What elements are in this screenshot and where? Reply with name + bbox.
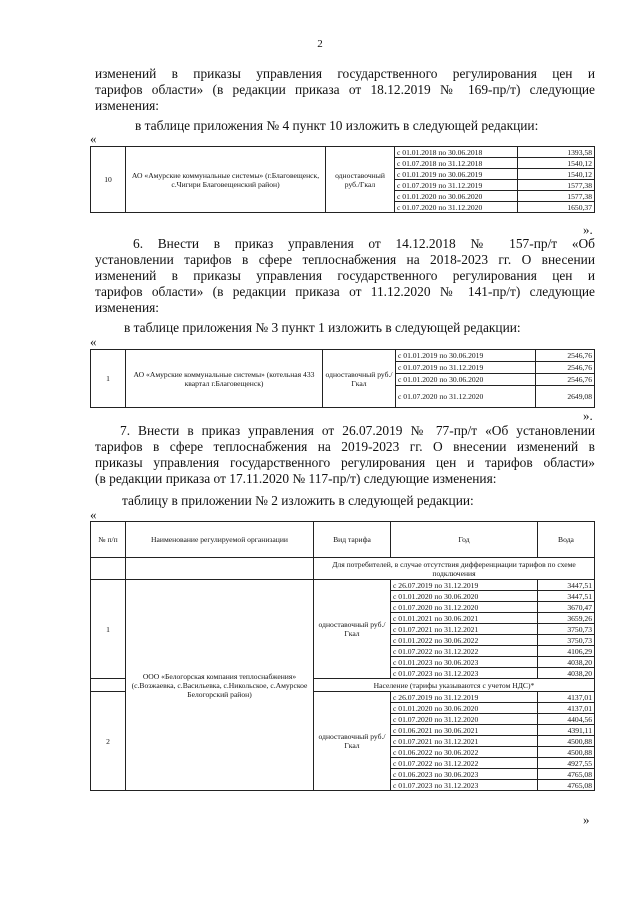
tariff-table-3: [90, 521, 595, 791]
value-cell: 4765,08: [538, 769, 595, 780]
consumers-label: Для потребителей, в случае отсутствия дифференциации тарифов по схеме подключения: [314, 558, 595, 580]
value-cell: 2649,08: [536, 386, 595, 408]
row-number: 10: [91, 147, 126, 213]
period-cell: с 01.07.2019 по 31.12.2019: [395, 180, 518, 191]
value-cell: 2546,76: [536, 362, 595, 374]
header-year: Год: [391, 522, 538, 558]
tariff-table-2: [90, 349, 595, 408]
value-cell: 3659,26: [538, 613, 595, 624]
period-cell: с 01.01.2019 по 30.06.2019: [396, 350, 536, 362]
period-cell: с 01.01.2020 по 30.06.2020: [391, 703, 538, 714]
section-7-paragraph: [95, 423, 595, 487]
value-cell: 3750,73: [538, 635, 595, 646]
value-cell: 1577,38: [518, 180, 595, 191]
value-cell: 4391,11: [538, 725, 595, 736]
value-cell: 4404,56: [538, 714, 595, 725]
value-cell: 1540,12: [518, 158, 595, 169]
tariff-type: одноставочный руб./Гкал: [326, 147, 395, 213]
section-6-line: тарифов области» (в редакции приказа от 11.12.2020 № 141-пр/т) следующие: [95, 284, 595, 299]
value-cell: 2546,76: [536, 350, 595, 362]
value-cell: 4038,20: [538, 657, 595, 668]
period-cell: с 01.01.2020 по 30.06.2020: [391, 591, 538, 602]
open-quote: «: [90, 507, 97, 522]
tariff-type: одноставочный руб./Гкал: [314, 692, 391, 791]
tariff-type: одноставочный руб./Гкал: [314, 580, 391, 679]
table1-instruction: в таблице приложения № 4 пункт 10 изложить в следующей редакции:: [135, 118, 539, 133]
header-num: № п/п: [91, 522, 126, 558]
table3-instruction: таблицу в приложении № 2 изложить в следующей редакции:: [122, 493, 474, 508]
period-cell: с 01.07.2020 по 31.12.2020: [395, 202, 518, 213]
section-6-line: установлении тарифов в сфере теплоснабжения на 2018-2023 гг. О внесении: [95, 252, 595, 267]
value-cell: 4765,08: [538, 780, 595, 791]
close-quote: ».: [583, 222, 593, 237]
value-cell: 1393,58: [518, 147, 595, 158]
value-cell: 3750,73: [538, 624, 595, 635]
period-cell: с 01.01.2020 по 30.06.2020: [395, 191, 518, 202]
empty-cell: [126, 558, 314, 580]
tariff-table-1: [90, 146, 595, 213]
section-6-line: 6. Внести в приказ управления от 14.12.2018 № 157-пр/т «Об: [133, 236, 595, 251]
value-cell: 4038,20: [538, 668, 595, 679]
value-cell: 1650,37: [518, 202, 595, 213]
period-cell: с 01.07.2020 по 31.12.2020: [391, 602, 538, 613]
section-6-paragraph: [95, 236, 595, 316]
period-cell: с 01.07.2023 по 31.12.2023: [391, 780, 538, 791]
value-cell: 4106,29: [538, 646, 595, 657]
organization-name: ООО «Белогорская компания теплоснабжения» (с.Возжаевка, с.Васильевка, с.Никольское, с.Амурское Белогорский район): [126, 580, 314, 791]
page-number: 2: [317, 38, 323, 50]
header-type: Вид тарифа: [314, 522, 391, 558]
period-cell: с 01.07.2019 по 31.12.2019: [396, 362, 536, 374]
value-cell: 4500,88: [538, 747, 595, 758]
value-cell: 2546,76: [536, 374, 595, 386]
period-cell: с 01.06.2023 по 30.06.2023: [391, 769, 538, 780]
value-cell: 4137,01: [538, 703, 595, 714]
period-cell: с 01.07.2022 по 31.12.2022: [391, 646, 538, 657]
intro-line: изменения:: [95, 98, 160, 113]
period-cell: с 26.07.2019 по 31.12.2019: [391, 580, 538, 591]
intro-paragraph: [95, 66, 595, 114]
period-cell: с 26.07.2019 по 31.12.2019: [391, 692, 538, 703]
header-org: Наименование регулируемой организации: [126, 522, 314, 558]
row-number: 1: [91, 350, 126, 408]
period-cell: с 01.06.2021 по 30.06.2021: [391, 725, 538, 736]
period-cell: с 01.07.2018 по 31.12.2018: [395, 158, 518, 169]
open-quote: «: [90, 131, 97, 146]
period-cell: с 01.07.2020 по 31.12.2020: [396, 386, 536, 408]
value-cell: 4137,01: [538, 692, 595, 703]
period-cell: с 01.01.2022 по 30.06.2022: [391, 635, 538, 646]
organization-name: АО «Амурские коммунальные системы» (котельная 433 квартал г.Благовещенск): [126, 350, 323, 408]
period-cell: с 01.01.2023 по 30.06.2023: [391, 657, 538, 668]
value-cell: 3447,51: [538, 591, 595, 602]
intro-line: тарифов области» (в редакции приказа от 18.12.2019 № 169-пр/т) следующие: [95, 82, 595, 97]
value-cell: 4927,55: [538, 758, 595, 769]
section-6-line: изменений в приказы управления государственного регулирования цен и: [95, 268, 595, 283]
close-quote: »: [583, 812, 590, 827]
value-cell: 3447,51: [538, 580, 595, 591]
section-7-line: 7. Внести в приказ управления от 26.07.2019 № 77-пр/т «Об установлении: [120, 423, 595, 438]
close-quote: ».: [583, 408, 593, 423]
empty-cell: [91, 558, 126, 580]
table2-instruction: в таблице приложения № 3 пункт 1 изложить в следующей редакции:: [124, 320, 521, 335]
open-quote: «: [90, 334, 97, 349]
value-cell: 3670,47: [538, 602, 595, 613]
empty-cell: [91, 679, 126, 692]
intro-line: изменений в приказы управления государственного регулирования цен и: [95, 66, 595, 81]
section-7-line: тарифов в сфере теплоснабжения на 2019-2023 гг. О внесении изменений в: [95, 439, 595, 454]
section-7-line: (в редакции приказа от 17.11.2020 № 117-пр/т) следующие изменения:: [95, 471, 497, 486]
value-cell: 4500,88: [538, 736, 595, 747]
period-cell: с 01.06.2022 по 30.06.2022: [391, 747, 538, 758]
value-cell: 1540,12: [518, 169, 595, 180]
section-7-line: приказы управления государственного регулирования цен и тарифов области»: [95, 455, 595, 470]
period-cell: с 01.07.2020 по 31.12.2020: [391, 714, 538, 725]
period-cell: с 01.07.2022 по 31.12.2022: [391, 758, 538, 769]
period-cell: с 01.07.2023 по 31.12.2023: [391, 668, 538, 679]
organization-name: АО «Амурские коммунальные системы» (г.Благовещенск, с.Чигири Благовещенский район): [126, 147, 326, 213]
value-cell: 1577,38: [518, 191, 595, 202]
period-cell: с 01.01.2018 по 30.06.2018: [395, 147, 518, 158]
period-cell: с 01.01.2019 по 30.06.2019: [395, 169, 518, 180]
row-number: 2: [91, 692, 126, 791]
section-6-line: изменения:: [95, 300, 160, 315]
period-cell: с 01.07.2021 по 31.12.2021: [391, 736, 538, 747]
period-cell: с 01.01.2020 по 30.06.2020: [396, 374, 536, 386]
row-number: 1: [91, 580, 126, 679]
header-water: Вода: [538, 522, 595, 558]
population-label: Население (тарифы указываются с учетом НДС)*: [314, 679, 595, 692]
tariff-type: одноставочный руб./Гкал: [323, 350, 396, 408]
period-cell: с 01.07.2021 по 31.12.2021: [391, 624, 538, 635]
period-cell: с 01.01.2021 по 30.06.2021: [391, 613, 538, 624]
